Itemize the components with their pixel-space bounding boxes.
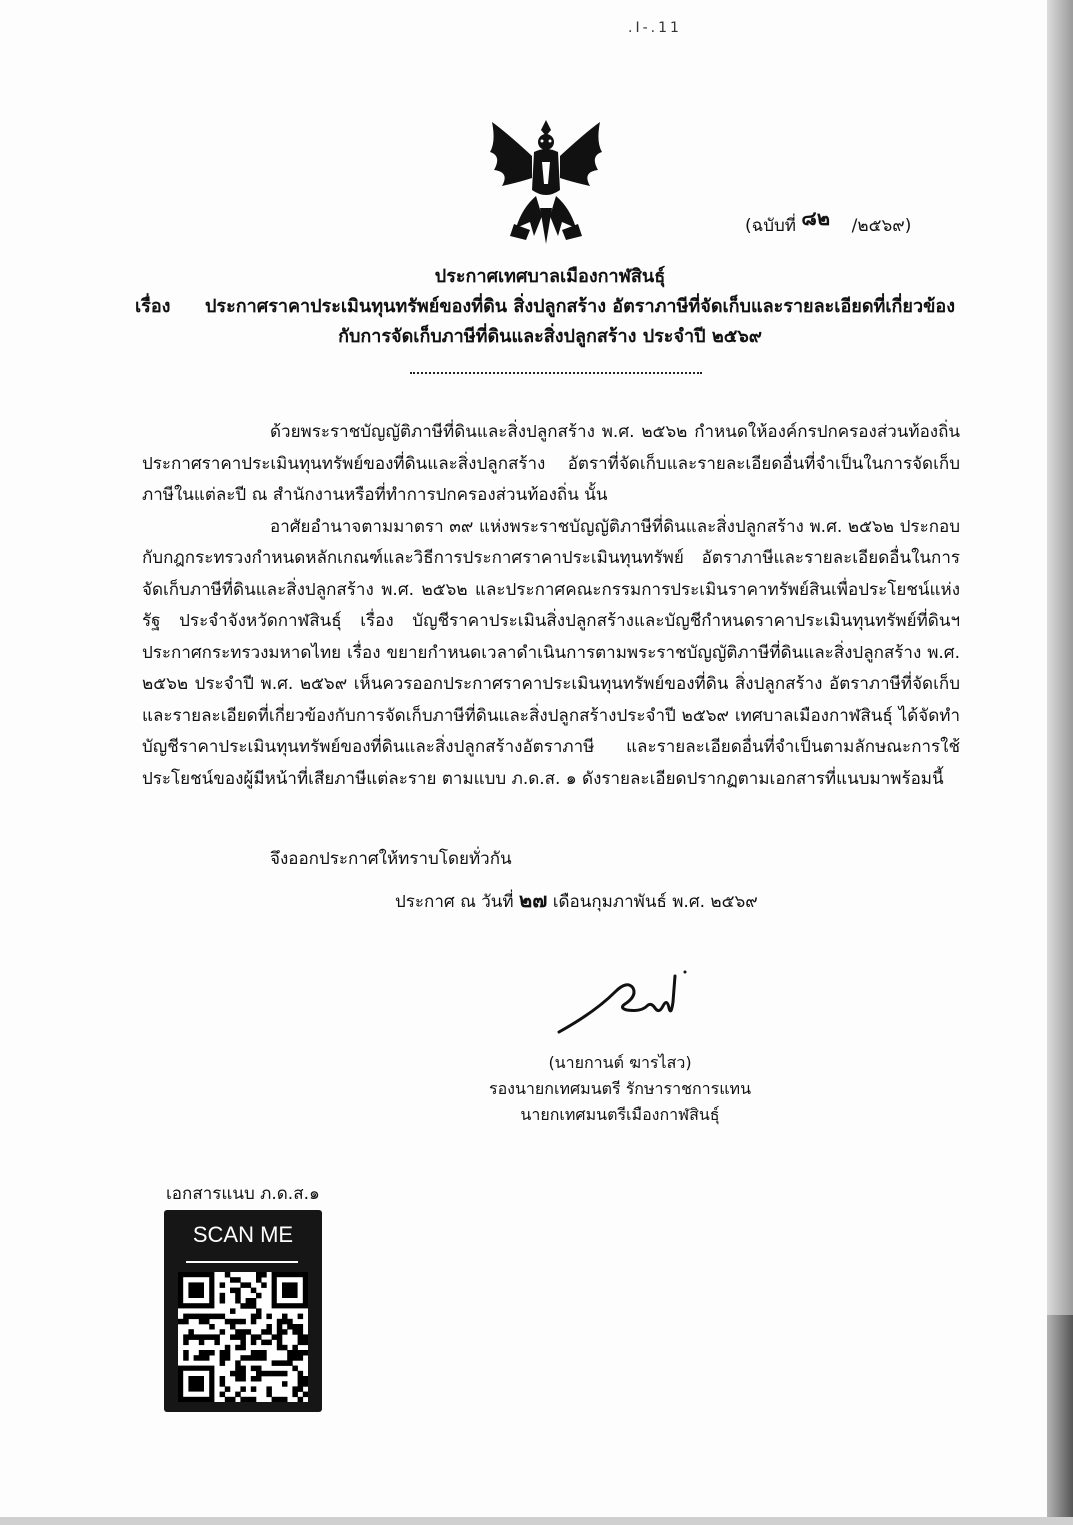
issue-number — [745, 208, 911, 240]
date-prefix: ประกาศ ณ วันที่ — [395, 892, 514, 912]
signer-position-1: รองนายกเทศมนตรี รักษาราชการแทน — [488, 1079, 752, 1098]
subject-label: เรื่อง — [135, 296, 171, 317]
signature-image — [555, 962, 695, 1042]
qr-caption: SCAN ME — [192, 1222, 294, 1247]
issue-suffix: /๒๕๖๙) — [851, 216, 912, 236]
body-paragraph-1: ด้วยพระราชบัญญัติภาษีที่ดินและสิ่งปลูกสร้าง พ.ศ. ๒๕๖๒ กำหนดให้องค์กรปกครองส่วนท้องถิ่น ประกาศราคาประเมินทุนทรัพย์ของที่ดินและสิ่งปลูกสร้าง อัตราที่จัดเก็บและรายละเอียดอื่นที่จำเป็นในการจัดเก็บภาษีในแต่ละปี ณ สำนักงานหรือที่ทำการปกครองส่วนท้องถิ่น นั้น — [142, 422, 960, 505]
attachment-label: เอกสารแนบ ภ.ด.ส.๑ — [166, 1184, 320, 1204]
issue-number-handwritten: ๘๒ — [801, 206, 831, 230]
scan-edge-right — [1047, 0, 1073, 1525]
garuda-emblem-icon — [486, 112, 606, 252]
body-paragraph-2: อาศัยอำนาจตามมาตรา ๓๙ แห่งพระราชบัญญัติภาษีที่ดินและสิ่งปลูกสร้าง พ.ศ. ๒๕๖๒ ประกอบกับกฎกระทรวงกำหนดหลักเกณฑ์และวิธีการประกาศราคาประเมินทุนทรัพย์ อัตราภาษีและรายละเอียดอื่นในการจัดเก็บภาษีที่ดินและสิ่งปลูกสร้าง พ.ศ. ๒๕๖๒ และประกาศคณะกรรมการประเมินราคาทรัพย์สินเพื่อประโยชน์แห่งรัฐ ประจำจังหวัดกาฬสินธุ์ เรื่อง บัญชีราคาประเมินสิ่งปลูกสร้างและบัญชีกำหนดราคาประเมินทุนทรัพย์ที่ดินฯ ประกาศกระทรวงมหาดไทย เรื่อง ขยายกำหนดเวลาดำเนินการตามพระราชบัญญัติภาษีที่ดินและสิ่งปลูกสร้าง พ.ศ. ๒๕๖๒ ประจำปี พ.ศ. ๒๕๖๙ เห็นควรออกประกาศราคาประเมินทุนทรัพย์ของที่ดิน สิ่งปลูกสร้าง อัตราภาษีที่จัดเก็บ และรายละเอียดที่เกี่ยวข้องกับการจัดเก็บภาษีที่ดินและสิ่งปลูกสร้างประจำปี ๒๕๖๙ เทศบาลเมืองกาฬสินธุ์ ได้จัดทำบัญชีราคาประเมินทุนทรัพย์ของที่ดินและสิ่งปลูกสร้างอัตราภาษี และรายละเอียดอื่นที่จำเป็นตามลักษณะการใช้ประโยชน์ของผู้มีหน้าที่เสียภาษีแต่ละราย ตามแบบ ภ.ด.ส. ๑ ดังรายละเอียดปรากฏตามเอกสารที่แนบมาพร้อมนี้ — [142, 516, 960, 789]
signer-position-2: นายกเทศมนตรีเมืองกาฬสินธุ์ — [520, 1105, 720, 1124]
subject-line-2: กับการจัดเก็บภาษีที่ดินและสิ่งปลูกสร้าง ประจำปี ๒๕๖๙ — [338, 326, 762, 347]
top-handwritten-mark: .I-.11 — [628, 20, 682, 36]
signer-block — [430, 1050, 810, 1128]
issue-prefix: (ฉบับที่ — [745, 216, 796, 236]
qr-code-card[interactable] — [164, 1210, 322, 1412]
qr-code-icon[interactable] — [178, 1272, 308, 1402]
signer-name: (นายกานต์ ฆารไสว) — [548, 1053, 692, 1072]
announcement-date — [395, 884, 758, 916]
header-divider — [410, 372, 702, 374]
announcement-body — [142, 417, 960, 795]
qr-caption-underline — [186, 1261, 298, 1263]
scan-edge-right-shadow — [1047, 1315, 1073, 1525]
date-suffix: เดือนกุมภาพันธ์ พ.ศ. ๒๕๖๙ — [552, 892, 758, 912]
closing-statement: จึงออกประกาศให้ทราบโดยทั่วกัน — [270, 849, 512, 869]
scan-edge-bottom — [0, 1517, 1073, 1525]
announcement-title: ประกาศเทศบาลเมืองกาฬสินธุ์ — [434, 266, 666, 287]
subject-row — [135, 292, 965, 322]
date-day-handwritten: ๒๗ — [519, 888, 548, 912]
subject-line-1: ประกาศราคาประเมินทุนทรัพย์ของที่ดิน สิ่งปลูกสร้าง อัตราภาษีที่จัดเก็บและรายละเอียดที่เกี่ยวข้อง — [205, 296, 955, 317]
document-header — [135, 262, 965, 352]
